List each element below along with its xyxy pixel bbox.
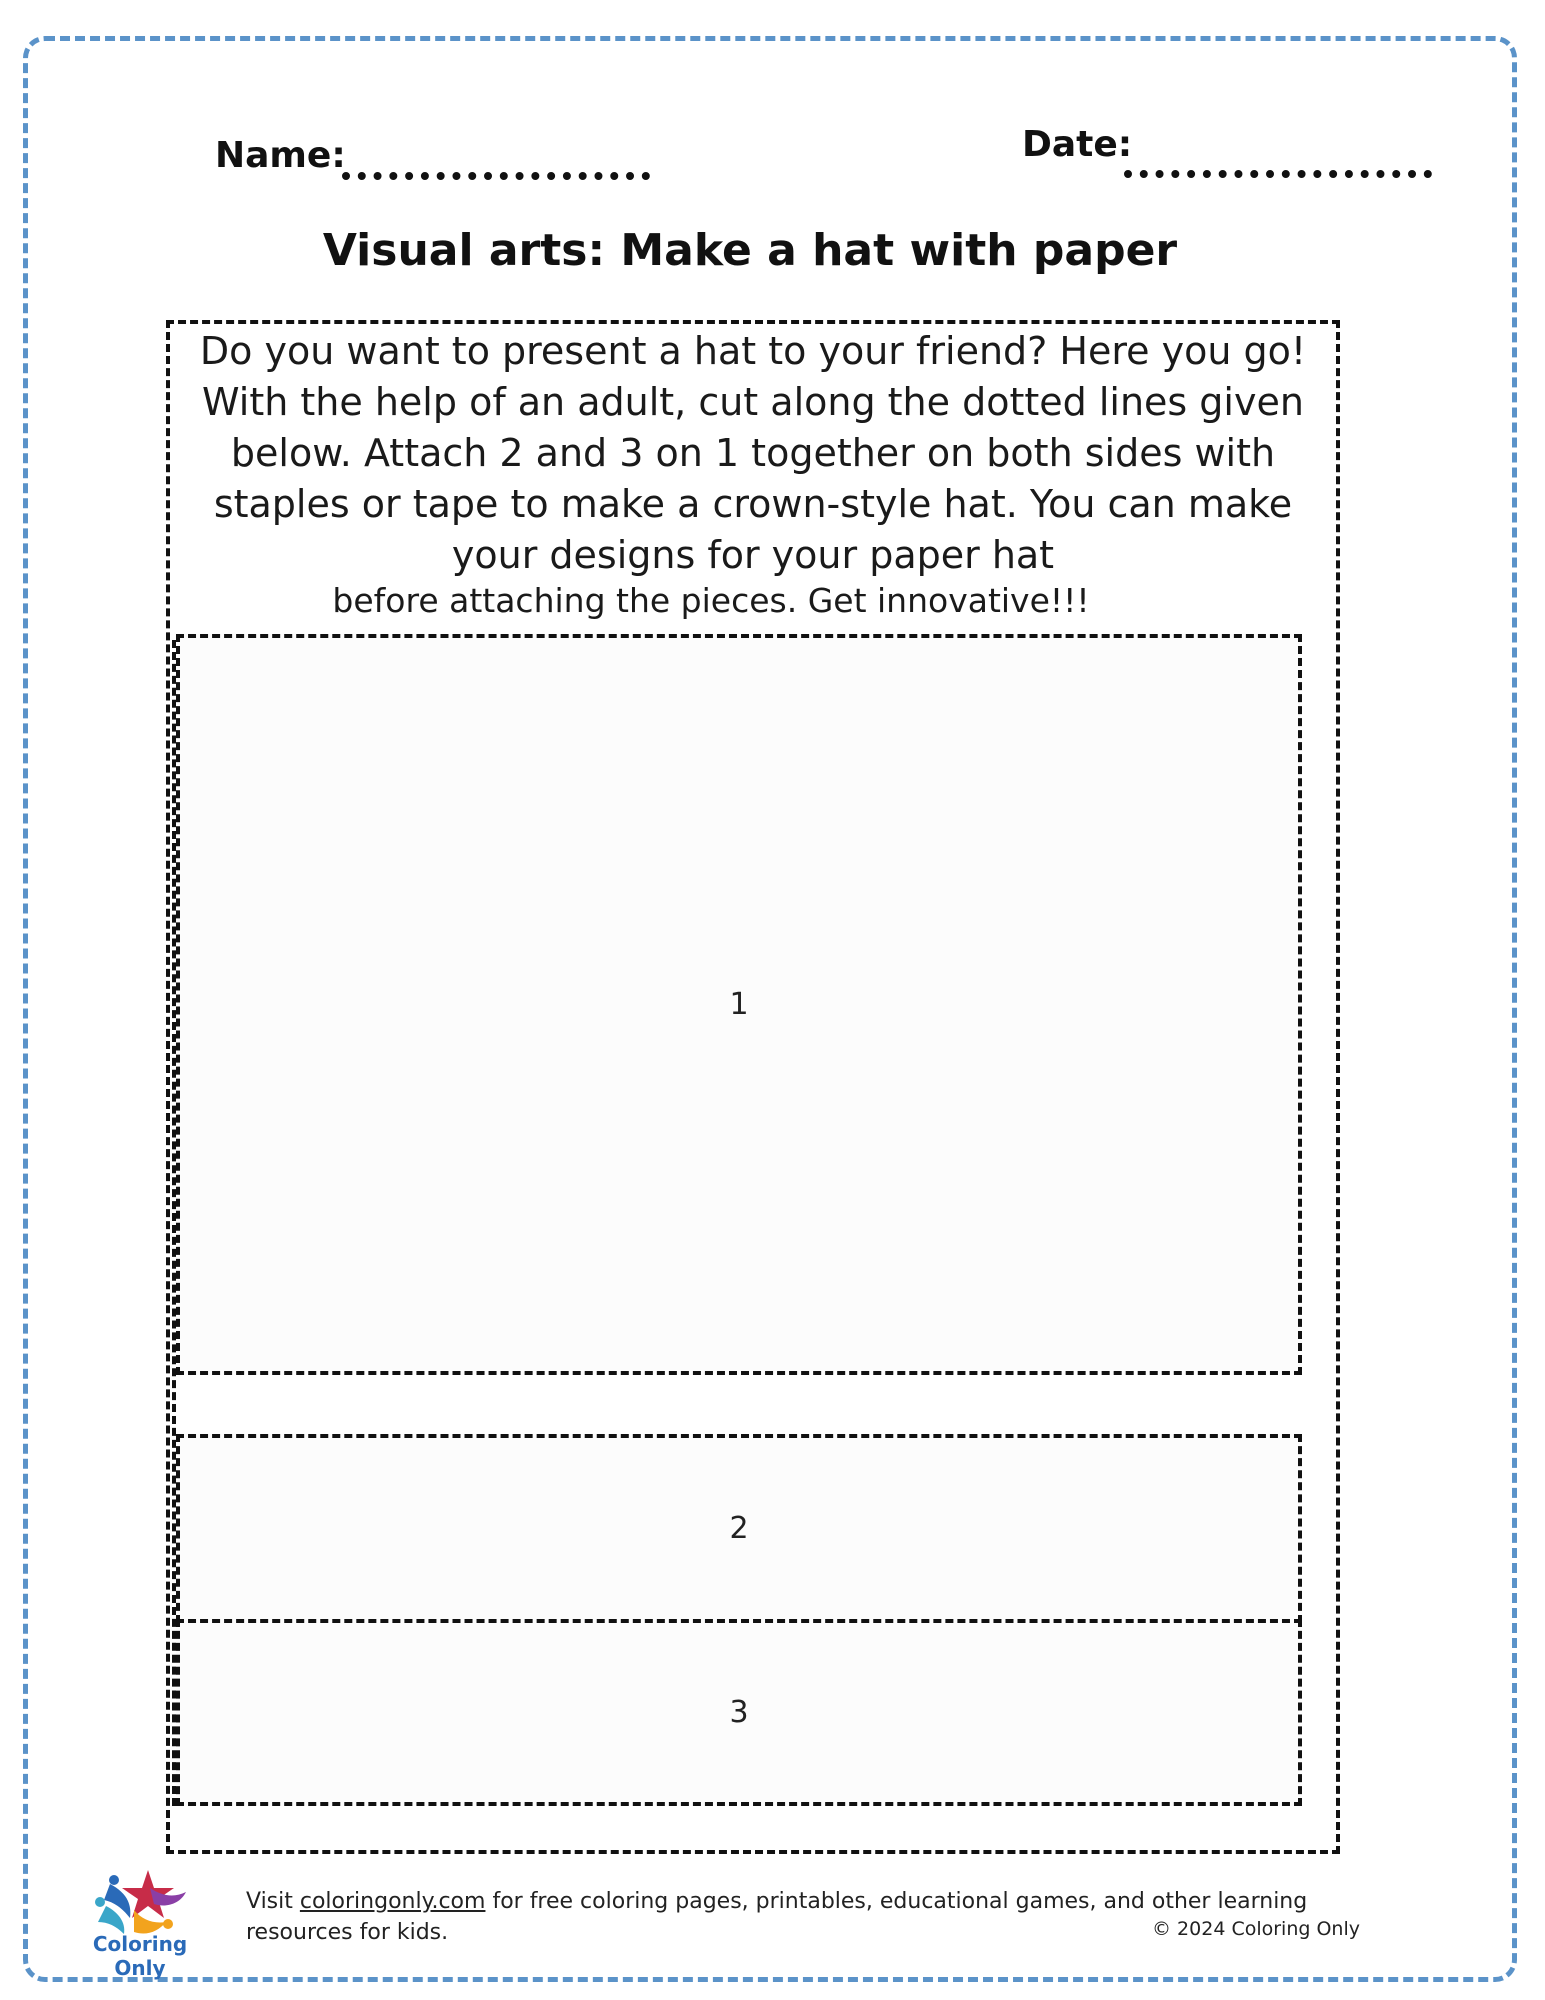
hat-piece-2 (176, 1434, 1302, 1623)
hat-piece-1 (176, 634, 1302, 1375)
instruction-line: staples or tape to make a crown-style hat. You can make (213, 482, 1293, 526)
name-field[interactable] (342, 172, 650, 180)
instruction-line: your designs for your paper hat (451, 533, 1055, 577)
name-label: Name: (215, 135, 346, 176)
page-title: Visual arts: Make a hat with paper (322, 225, 1178, 276)
logo-text: Coloring Only (92, 1932, 188, 1980)
instruction-line: Do you want to present a hat to your friend? Here you go! (199, 329, 1307, 373)
instruction-line: With the help of an adult, cut along the dotted lines given (202, 380, 1304, 424)
piece-label: 2 (729, 1511, 749, 1546)
piece-label: 1 (729, 987, 749, 1022)
instruction-line: below. Attach 2 and 3 on 1 together on both sides with (230, 431, 1276, 475)
hat-piece-3 (176, 1619, 1302, 1806)
date-label: Date: (1022, 124, 1133, 165)
date-field[interactable] (1124, 170, 1432, 178)
footer-text-prefix: Visit (246, 1889, 300, 1914)
copyright: © 2024 Coloring Only (1152, 1918, 1360, 1940)
instructions (176, 326, 1330, 581)
piece-label: 3 (729, 1695, 749, 1730)
footer-link[interactable]: coloringonly.com (299, 1889, 486, 1914)
footer-text-suffix: for free coloring pages, printables, educational games, and other learning resources for kids. (246, 1889, 1308, 1945)
instruction-last-line: before attaching the pieces. Get innovative!!! (332, 581, 1090, 620)
